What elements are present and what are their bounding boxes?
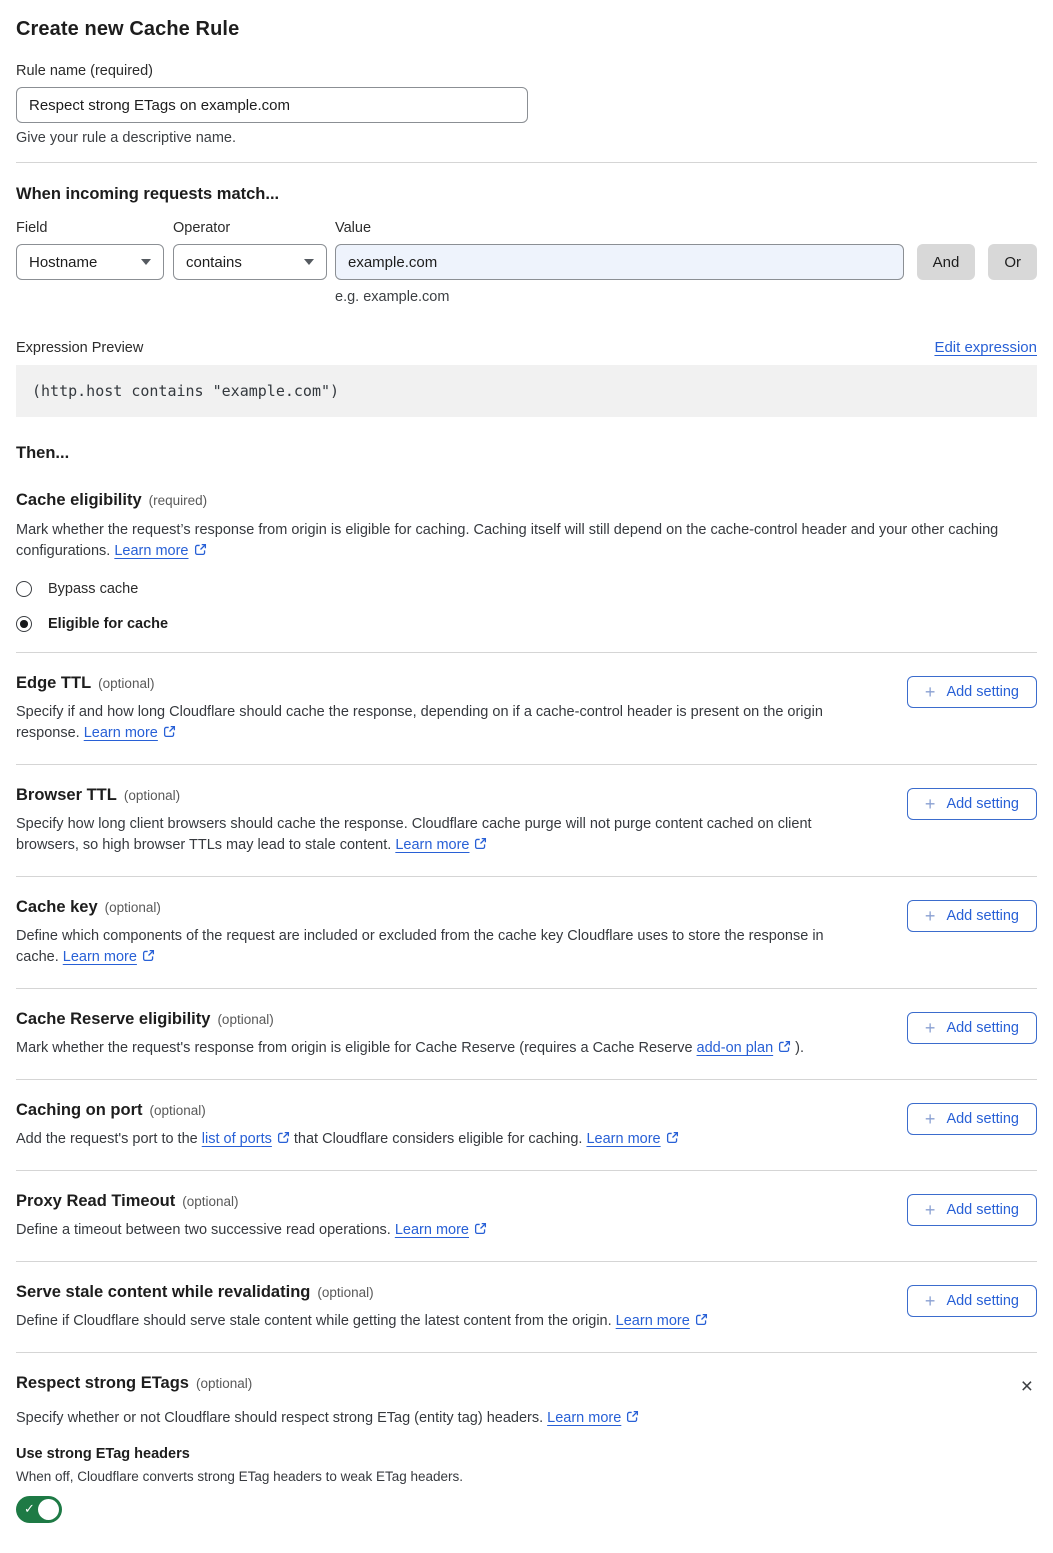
field-select-value: Hostname: [29, 253, 98, 271]
setting-title-row: Caching on port (optional): [16, 1101, 206, 1119]
page-title: Create new Cache Rule: [16, 18, 240, 40]
setting-title-row: Proxy Read Timeout (optional): [16, 1192, 239, 1210]
bypass-cache-option[interactable]: Bypass cache: [16, 581, 1037, 597]
setting-caching-on-port: [16, 1079, 1037, 1170]
external-link-icon: [626, 1410, 639, 1423]
plus-icon: +: [924, 1109, 936, 1129]
radio-unselected-icon: [16, 581, 32, 597]
value-input[interactable]: [335, 244, 904, 280]
plus-icon: +: [924, 682, 936, 702]
add-on-plan-link[interactable]: add-on plan: [697, 1040, 792, 1056]
value-helper: e.g. example.com: [335, 289, 450, 305]
setting-title-row: Respect strong ETags (optional): [16, 1374, 253, 1392]
close-icon[interactable]: ×: [1017, 1374, 1037, 1399]
learn-more-link[interactable]: Learn more: [547, 1410, 639, 1426]
use-strong-etag-headers-label: Use strong ETag headers: [16, 1446, 190, 1462]
setting-cache-key: [16, 876, 1037, 988]
create-cache-rule-form: [0, 18, 1053, 1553]
rule-name-input[interactable]: [16, 87, 528, 123]
add-setting-button[interactable]: + Add setting: [907, 1285, 1037, 1317]
rule-name-helper: Give your rule a descriptive name.: [16, 130, 237, 146]
add-setting-button[interactable]: + Add setting: [907, 676, 1037, 708]
add-setting-button[interactable]: + Add setting: [907, 788, 1037, 820]
add-setting-button[interactable]: + Add setting: [907, 1103, 1037, 1135]
setting-description: Mark whether the request's response from origin is eligible for Cache Reserve (requires a Cache Reserve add-on plan ).: [16, 1040, 805, 1056]
setting-description: Specify whether or not Cloudflare should respect strong ETag (entity tag) headers. Learn more: [16, 1408, 1026, 1429]
learn-more-link[interactable]: Learn more: [114, 543, 206, 559]
external-link-icon: [277, 1131, 290, 1144]
setting-description: Define a timeout between two successive read operations. Learn more: [16, 1220, 487, 1241]
operator-label: Operator: [173, 220, 231, 236]
external-link-icon: [474, 1222, 487, 1235]
operator-group: [173, 220, 327, 280]
learn-more-link[interactable]: Learn more: [616, 1313, 708, 1329]
strong-etag-toggle[interactable]: [16, 1496, 62, 1523]
chevron-down-icon: [141, 259, 151, 265]
value-group: [335, 220, 904, 280]
external-link-icon: [163, 725, 176, 738]
and-button[interactable]: And: [917, 244, 976, 280]
external-link-icon: [778, 1040, 791, 1053]
match-heading: When incoming requests match...: [16, 185, 280, 203]
learn-more-link[interactable]: Learn more: [395, 1222, 487, 1238]
expression-preview-row: [16, 339, 1037, 356]
operator-select-value: contains: [186, 253, 242, 271]
eligible-for-cache-option[interactable]: Eligible for cache: [16, 616, 1037, 632]
setting-respect-strong-etags: [16, 1352, 1037, 1537]
chevron-down-icon: [304, 259, 314, 265]
setting-description: Specify how long client browsers should cache the response. Cloudflare cache purge will not purge content cached on client browsers, so high browser TTLs may lead to stale content. Learn more: [16, 816, 812, 853]
radio-selected-icon: [16, 616, 32, 632]
setting-title-row: Serve stale content while revalidating (optional): [16, 1283, 374, 1301]
add-setting-button[interactable]: + Add setting: [907, 900, 1037, 932]
setting-title-row: Cache key (optional): [16, 898, 161, 916]
cache-eligibility-description: Mark whether the request’s response from origin is eligible for caching. Caching itself will still depend on the cache-control header and your other caching configurations. Learn more: [16, 522, 999, 559]
plus-icon: +: [924, 1291, 936, 1311]
setting-title-row: Cache Reserve eligibility (optional): [16, 1010, 274, 1028]
plus-icon: +: [924, 1018, 936, 1038]
learn-more-link[interactable]: Learn more: [395, 837, 487, 853]
field-group: [16, 220, 164, 280]
expression-code: (http.host contains "example.com"): [16, 365, 1037, 417]
edit-expression-link[interactable]: Edit expression: [934, 339, 1037, 356]
plus-icon: +: [924, 906, 936, 926]
operator-select[interactable]: [173, 244, 327, 280]
external-link-icon: [142, 949, 155, 962]
rule-name-label: Rule name (required): [16, 63, 154, 79]
setting-title-row: Browser TTL (optional): [16, 786, 181, 804]
setting-title-row: Edge TTL (optional): [16, 674, 155, 692]
external-link-icon: [474, 837, 487, 850]
then-heading: Then...: [16, 444, 70, 462]
plus-icon: +: [924, 794, 936, 814]
cache-eligibility-options: [16, 581, 1037, 632]
setting-browser-ttl: [16, 764, 1037, 876]
add-setting-button[interactable]: + Add setting: [907, 1194, 1037, 1226]
learn-more-link[interactable]: Learn more: [84, 725, 176, 741]
or-button[interactable]: Or: [988, 244, 1037, 280]
learn-more-link[interactable]: Learn more: [586, 1131, 678, 1147]
toggle-knob: [38, 1499, 59, 1520]
external-link-icon: [194, 543, 207, 556]
setting-description: Define if Cloudflare should serve stale content while getting the latest content from the origin. Learn more: [16, 1311, 708, 1332]
field-select[interactable]: [16, 244, 164, 280]
check-icon: ✓: [24, 1501, 35, 1516]
external-link-icon: [695, 1313, 708, 1326]
cache-eligibility-heading: Cache eligibility (required): [16, 491, 208, 509]
external-link-icon: [666, 1131, 679, 1144]
expression-preview-label: Expression Preview: [16, 340, 144, 356]
divider: [16, 162, 1037, 163]
setting-cache-reserve-eligibility: [16, 988, 1037, 1079]
value-label: Value: [335, 220, 372, 236]
etag-toggle-note: When off, Cloudflare converts strong ETag headers to weak ETag headers.: [16, 1469, 464, 1484]
field-label: Field: [16, 220, 48, 236]
setting-proxy-read-timeout: [16, 1170, 1037, 1261]
setting-description: Define which components of the request are included or excluded from the cache key Cloudflare uses to store the response in cache. Learn more: [16, 928, 824, 965]
add-setting-button[interactable]: + Add setting: [907, 1012, 1037, 1044]
setting-description: Specify if and how long Cloudflare should cache the response, depending on if a cache-control header is present on the origin response. Learn more: [16, 704, 823, 741]
plus-icon: +: [924, 1200, 936, 1220]
setting-serve-stale: [16, 1261, 1037, 1352]
list-of-ports-link[interactable]: list of ports: [202, 1131, 290, 1147]
setting-edge-ttl: [16, 652, 1037, 764]
match-controls-row: [16, 220, 1037, 280]
setting-description: Add the request's port to the list of ports that Cloudflare considers eligible for caching. Learn more: [16, 1129, 679, 1150]
learn-more-link[interactable]: Learn more: [63, 949, 155, 965]
